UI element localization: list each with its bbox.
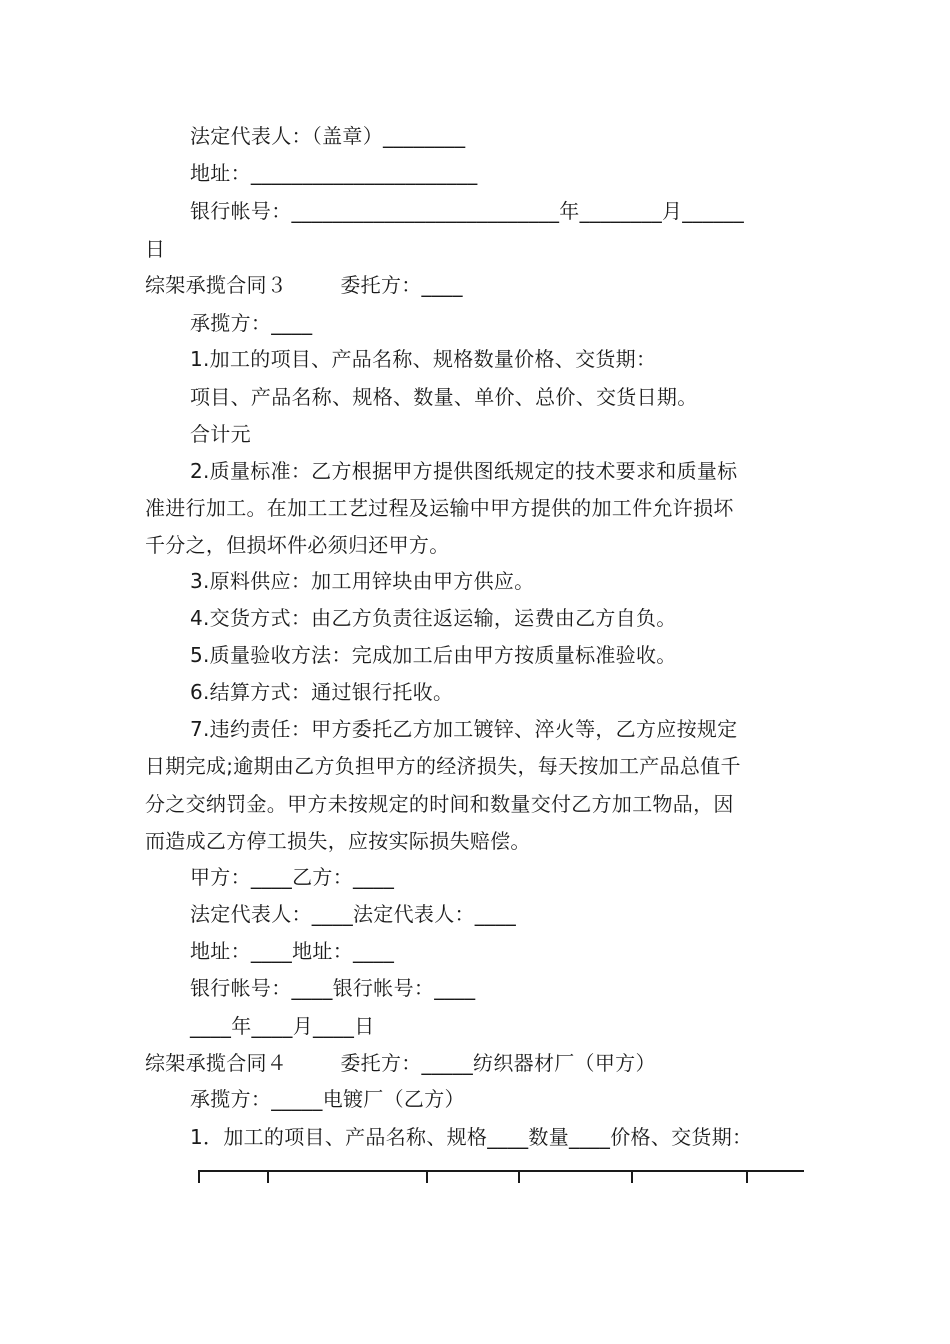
addresses-line: 地址：____地址：____ [190,939,395,963]
party-line: 甲方：____乙方：____ [190,865,395,889]
clause-1-items: 项目、产品名称、规格、数量、单价、总价、交货日期。 [190,385,698,409]
bank-account-line: 银行帐号：__________________________年________月______ [190,199,745,223]
clause-4-1: 1．加工的项目、产品名称、规格____数量____价格、交货期： [190,1125,753,1149]
clause-5: 5.质量验收方法：完成加工后由甲方按质量标准验收。 [190,643,677,667]
bank-accounts-line: 银行帐号：____银行帐号：____ [190,976,476,1000]
clause-7: 7.违约责任：甲方委托乙方加工镀锌、淬火等，乙方应按规定 [190,717,738,741]
date-day-line: 日 [145,237,166,261]
contract-4-heading: 综架承揽合同４ 委托方：_____纺织器材厂（甲方） [145,1051,656,1075]
clause-7-cont-2: 分之交纳罚金。甲方未按规定的时间和数量交付乙方加工物品，因 [145,792,734,816]
legal-reps-line: 法定代表人：____法定代表人：____ [190,902,516,926]
clause-4: 4.交货方式：由乙方负责往返运输，运费由乙方自负。 [190,606,677,630]
table-column-tick [267,1170,269,1183]
table-column-tick [426,1170,428,1183]
table-top-rule [198,1170,804,1172]
total-line: 合计元 [190,422,251,446]
clause-6: 6.结算方式：通过银行托收。 [190,680,454,704]
clause-3: 3.原料供应：加工用锌块由甲方供应。 [190,569,535,593]
clause-2: 2.质量标准：乙方根据甲方提供图纸规定的技术要求和质量标 [190,459,738,483]
address-line: 地址：______________________ [190,161,478,185]
table-column-tick [631,1170,633,1183]
legal-rep-line: 法定代表人：（盖章）________ [190,124,466,148]
table-top-border [198,1170,804,1184]
table-column-tick [518,1170,520,1183]
contractor-4-line: 承揽方：_____电镀厂（乙方） [190,1087,465,1111]
clause-2-cont-2: 千分之，但损坏件必须归还甲方。 [145,533,450,557]
contract-3-heading: 综架承揽合同３ 委托方：____ [145,273,463,297]
signing-date-line: ____年____月____日 [190,1014,375,1038]
clause-7-cont-1: 日期完成;逾期由乙方负担甲方的经济损失，每天按加工产品总值千 [145,754,741,778]
clause-1: 1.加工的项目、产品名称、规格数量价格、交货期： [190,347,657,371]
clause-7-cont-3: 而造成乙方停工损失，应按实际损失赔偿。 [145,829,531,853]
table-column-tick [746,1170,748,1183]
contractor-line: 承揽方：____ [190,311,313,335]
clause-2-cont-1: 准进行加工。在加工工艺过程及运输中甲方提供的加工件允许损坏 [145,496,734,520]
table-column-tick [198,1170,200,1183]
